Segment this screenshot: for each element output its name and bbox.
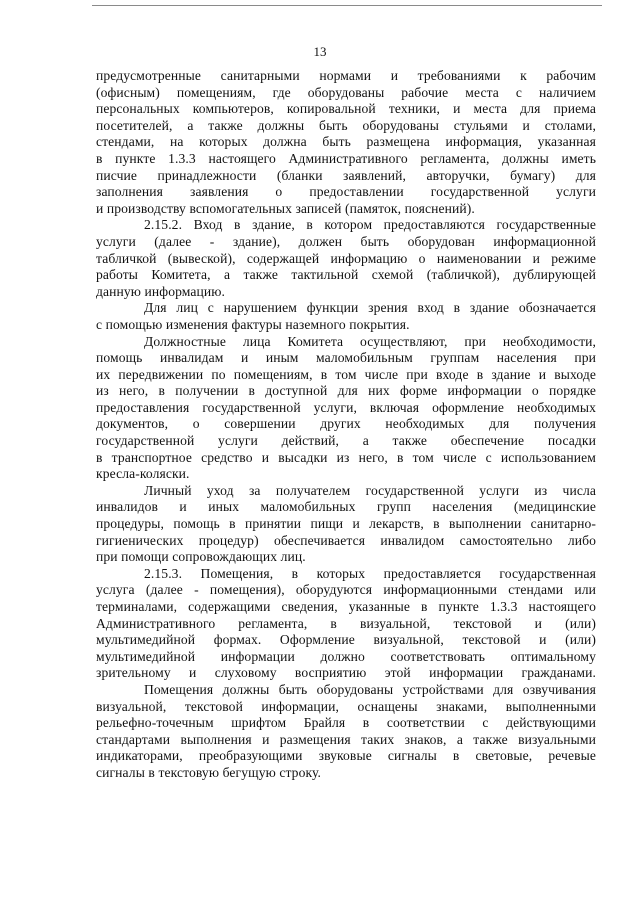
text-line: с помощью изменения фактуры наземного покрытия. (96, 316, 410, 332)
text-line: данную информацию. (96, 283, 226, 299)
text-line: в пункте 1.3.3 настоящего Административного регламента, должны иметь (96, 150, 596, 166)
text-line: терминалами, содержащими сведения, указанные в пункте 1.3.3 настоящего (96, 599, 596, 614)
text-line: писчие принадлежности (бланки заявлений, авторучки, бумагу) для (96, 167, 596, 183)
text-line: заполнения заявления о предоставлении государственной услуги (96, 184, 596, 200)
text-line: рельефно-точечным шрифтом Брайля в соответствии с действующими (96, 715, 596, 731)
text-line: стендами, на которых должна быть размещена информация, указанная (96, 134, 596, 150)
text-line: их передвижении по помещениям, в том числе при входе в здание и выходе (96, 366, 596, 382)
text-line: работы Комитета, а также тактильной схемой (табличкой), дублирующей (96, 267, 596, 283)
text-line: Должностные лица Комитета осуществляют, при необходимости, (144, 333, 596, 349)
text-line: Личный уход за получателем государственной услуги из числа (144, 482, 596, 498)
text-line: мультимедийной формах. Оформление визуальной, текстовой и (или) (96, 632, 596, 648)
text-line: предусмотренные санитарными нормами и требованиями к рабочим (96, 68, 596, 83)
text-line: Помещения должны быть оборудованы устройствами для озвучивания (144, 681, 596, 697)
document-body (96, 68, 596, 782)
text-line: посетителей, а также должны быть оборудованы стульями и столами, (96, 117, 596, 133)
text-line: 2.15.2. Вход в здание, в котором предоставляются государственные (144, 217, 596, 233)
text-line: табличкой (вывеской), содержащей информацию о наименовании и режиме (96, 250, 596, 266)
text-line: стандартами выполнения и размещения таких знаков, а также визуальными (96, 731, 596, 747)
text-line: кресла-коляски. (96, 466, 190, 482)
text-line: Административного регламента, в визуальной, текстовой и (или) (96, 615, 596, 631)
text-line: процедуры, помощь в принятии пищи и лекарств, в выполнении санитарно- (96, 516, 596, 532)
text-line: услуга (далее - помещения), оборудуются информационными стендами или (96, 582, 596, 598)
text-line: сигналы в текстовую бегущую строку. (96, 764, 322, 780)
text-line: услуги (далее - здание), должен быть оборудован информационной (96, 233, 596, 249)
text-line: инвалидов и иных маломобильных групп населения (медицинские (96, 499, 596, 515)
text-line: помощь инвалидам и иным маломобильным группам населения при (96, 350, 596, 366)
text-line: визуальной, текстовой информации, оснащены знаками, выполненными (96, 698, 596, 714)
text-line: 2.15.3. Помещения, в которых предоставляется государственная (144, 565, 596, 581)
text-line: документов, о совершении других необходимых для получения (96, 416, 596, 432)
text-line: мультимедийной информации должно соответствовать оптимальному (96, 648, 596, 664)
text-line: (офисным) помещениям, где оборудованы рабочие места с наличием (96, 84, 596, 100)
text-line: Для лиц с нарушением функции зрения вход в здание обозначается (144, 300, 596, 316)
text-line: предоставления государственной услуги, включая оформление необходимых (96, 399, 596, 415)
text-line: индикаторами, преобразующими звуковые сигналы в световые, речевые (96, 748, 596, 764)
top-scan-rule (92, 5, 602, 6)
text-line: гигиенических процедур) обеспечивается инвалидом самостоятельно либо (96, 532, 596, 548)
text-line: и производству вспомогательных записей (памяток, пояснений). (96, 200, 475, 216)
text-line: из него, в получении в доступной для них форме информации о порядке (96, 383, 596, 399)
page-number: 13 (313, 44, 327, 59)
text-line: государственной услуги действий, а также обеспечение посадки (96, 433, 596, 449)
text-line: при помощи сопровождающих лиц. (96, 549, 306, 565)
text-line: в транспортное средство и высадки из него, в том числе с использованием (96, 449, 596, 465)
text-line: зрительному и слуховому восприятию этой информации гражданами. (96, 665, 596, 681)
text-line: персональных компьютеров, копировальной техники, и места для приема (96, 101, 596, 117)
